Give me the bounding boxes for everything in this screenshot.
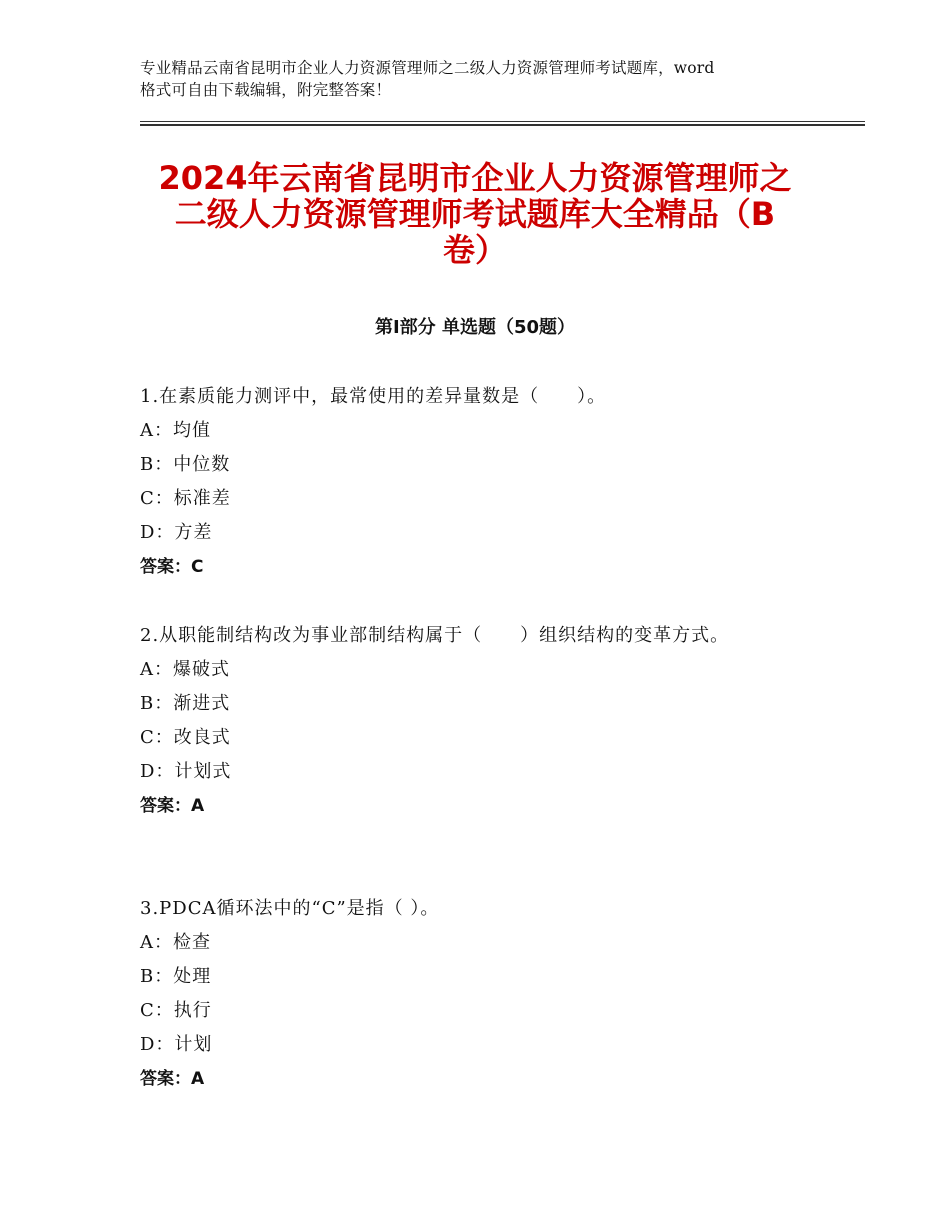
title-line-1: 2024年云南省昆明市企业人力资源管理师之: [158, 159, 792, 197]
option-c: C：执行: [140, 1000, 212, 1021]
question-stem: 2.从职能制结构改为事业部制结构属于（ ）组织结构的变革方式。: [140, 625, 730, 646]
title-line-3: 卷）: [442, 231, 507, 269]
section-title: 第Ⅰ部分 单选题（50题）: [374, 317, 575, 338]
header-divider: [140, 121, 865, 126]
question-2: [140, 619, 800, 823]
option-c: C：改良式: [140, 727, 231, 748]
answer: 答案：A: [140, 1069, 205, 1089]
question-1: [140, 380, 800, 584]
question-stem: 3.PDCA循环法中的“C”是指（ ）。: [140, 898, 440, 919]
option-b: B：中位数: [140, 454, 231, 475]
answer: 答案：A: [140, 796, 205, 816]
question-3: [140, 892, 800, 1096]
option-b: B：处理: [140, 966, 212, 987]
header-line-2: 格式可自由下载编辑，附完整答案！: [140, 81, 392, 99]
option-d: D：计划式: [140, 761, 232, 782]
document-title: [120, 160, 830, 268]
question-stem: 1.在素质能力测评中，最常使用的差异量数是（ ）。: [140, 386, 607, 407]
option-d: D：计划: [140, 1034, 213, 1055]
title-line-2: 二级人力资源管理师考试题库大全精品（B: [174, 195, 776, 233]
option-a: A：均值: [140, 420, 211, 441]
option-b: B：渐进式: [140, 693, 231, 714]
header-line-1: 专业精品云南省昆明市企业人力资源管理师之二级人力资源管理师考试题库，word: [140, 59, 715, 77]
option-d: D：方差: [140, 522, 213, 543]
answer: 答案：C: [140, 557, 204, 577]
option-a: A：爆破式: [140, 659, 230, 680]
document-header: [140, 57, 840, 101]
option-a: A：检查: [140, 932, 211, 953]
option-c: C：标准差: [140, 488, 231, 509]
